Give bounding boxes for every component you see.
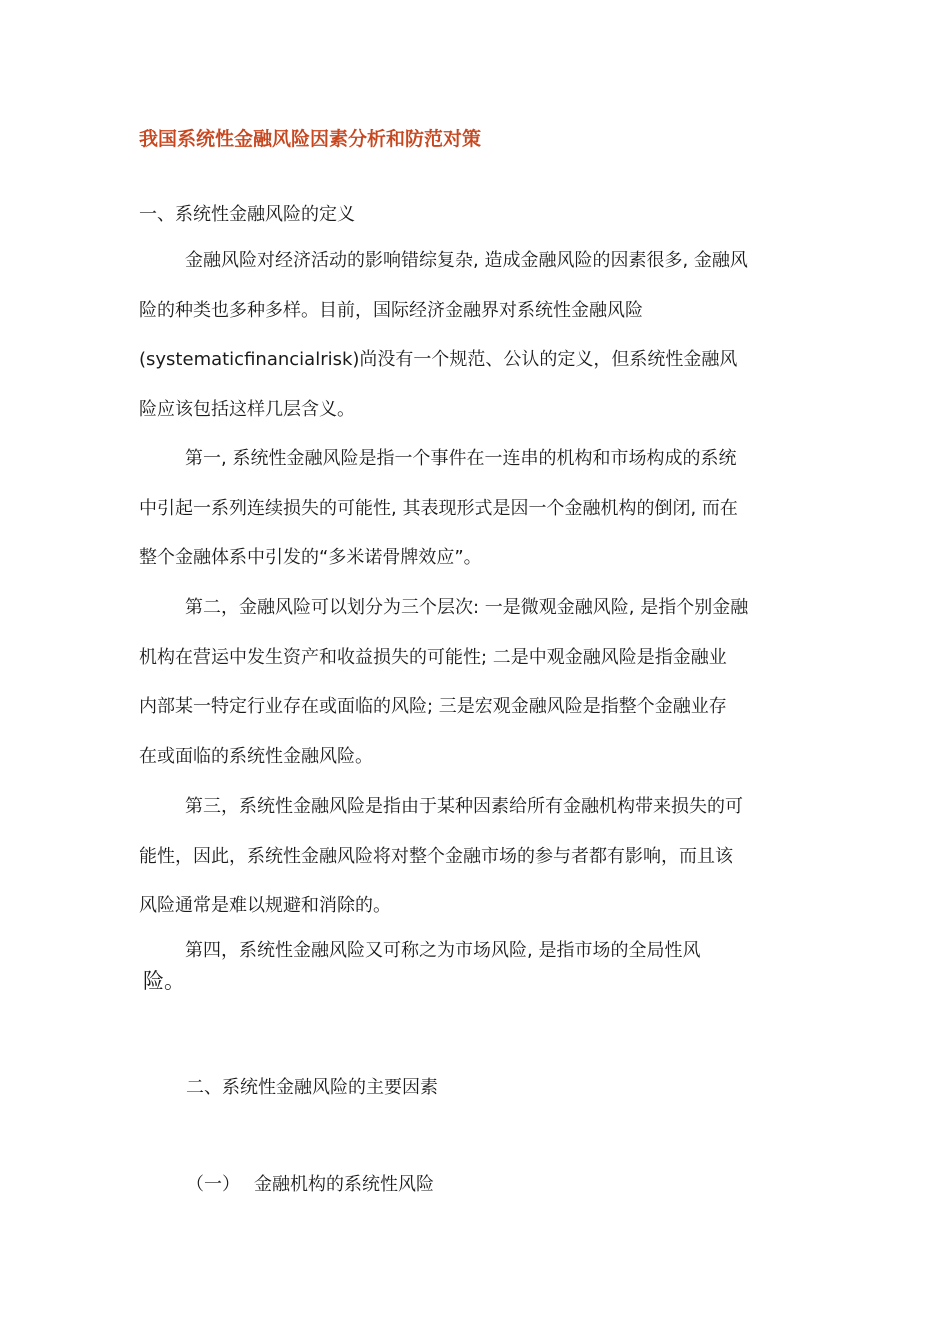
paragraph-intro (139, 236, 819, 434)
section-heading-2: 二、系统性金融风险的主要因素 (186, 1077, 438, 1098)
paragraph-line: 险。 (143, 969, 185, 993)
paragraph-line: 第四，系统性金融风险又可称之为市场风险, 是指市场的全局性风 (185, 940, 701, 961)
paragraph-line: 险应该包括这样几层含义。 (139, 398, 355, 420)
paragraph-line: 风险通常是难以规避和消除的。 (139, 895, 391, 916)
paragraph-third-point (139, 782, 819, 931)
document-title: 我国系统性金融风险因素分析和防范对策 (139, 128, 482, 150)
paragraph-line: 第三，系统性金融风险是指由于某种因素给所有金融机构带来损失的可 (185, 796, 743, 817)
paragraph-second-point (139, 583, 819, 781)
paragraph-line: 中引起一系列连续损失的可能性, 其表现形式是因一个金融机构的倒闭, 而在 (139, 497, 738, 519)
sub-heading-label: 金融机构的系统性风险 (254, 1174, 434, 1195)
paragraph-line: 第一, 系统性金融风险是指一个事件在一连串的机构和市场构成的系统 (185, 448, 737, 469)
paragraph-line: 险的种类也多种多样。目前，国际经济金融界对系统性金融风险 (139, 299, 643, 321)
section-heading-1: 一、系统性金融风险的定义 (139, 204, 355, 225)
sub-heading-number: （一） (186, 1174, 240, 1195)
paragraph-line: 机构在营运中发生资产和收益损失的可能性; 二是中观金融风险是指金融业 (139, 646, 727, 668)
paragraph-line: 整个金融体系中引发的“多米诺骨牌效应”。 (139, 547, 482, 568)
paragraph-line: 第二，金融风险可以划分为三个层次: 一是微观金融风险, 是指个别金融 (185, 597, 749, 618)
paragraph-line: 金融风险对经济活动的影响错综复杂, 造成金融风险的因素很多, 金融风 (185, 250, 748, 271)
paragraph-fourth-point (139, 936, 819, 996)
paragraph-first-point (139, 434, 819, 583)
paragraph-line: 能性，因此，系统性金融风险将对整个金融市场的参与者都有影响，而且该 (139, 845, 733, 867)
paragraph-line: 内部某一特定行业存在或面临的风险; 三是宏观金融风险是指整个金融业存 (139, 696, 727, 717)
sub-heading-1 (186, 1170, 434, 1196)
paragraph-line: 在或面临的系统性金融风险。 (139, 745, 373, 767)
paragraph-line: (systematicfinancialrisk)尚没有一个规范、公认的定义，但系统性金融风 (139, 349, 738, 370)
